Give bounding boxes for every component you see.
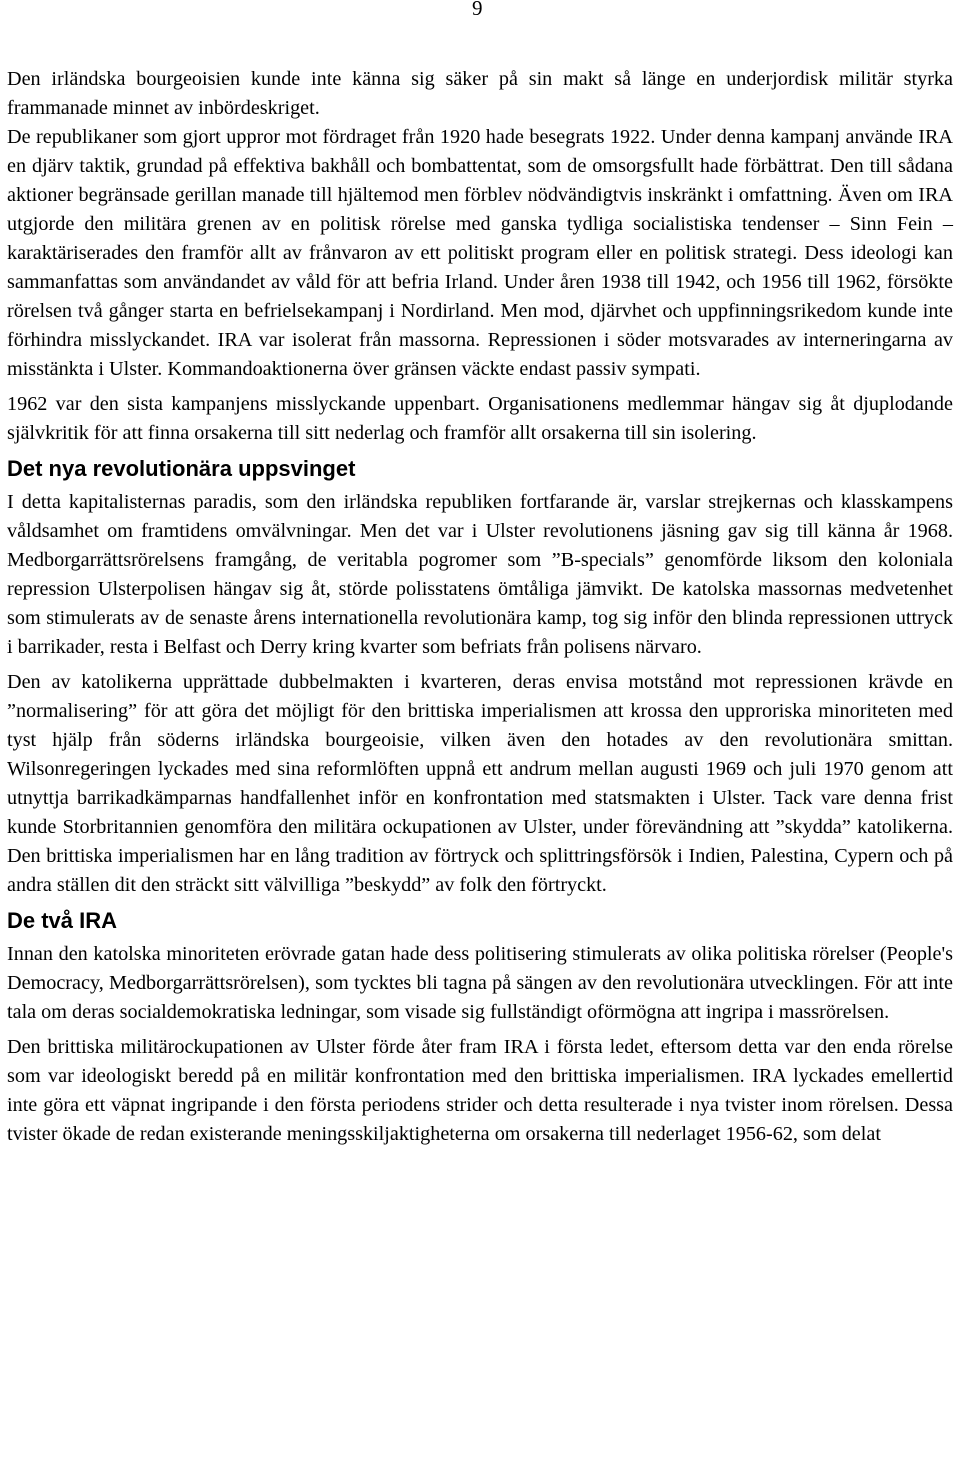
paragraph-section2-1: Innan den katolska minoriteten erövrade gatan hade dess politisering stimulerats av olika politiska rörelser (People's Democracy, Medborgarrättsrörelsen), som tycktes bli tagna på sängen av den revolutionära utvecklingen. För att inte tala om deras socialdemokratiska ledningar, som visade sig fullständigt oförmögna att ingripa i massrörelsen.: [7, 943, 953, 1023]
paragraph-intro-2: De republikaner som gjort uppror mot fördraget från 1920 hade besegrats 1922. Under denna kampanj använde IRA en djärv taktik, grundad på effektiva bakhåll och bombattentat, som de omsorgsfullt hade förbättrat. Den till sådana aktioner begränsade gerillan manade till hjältemod men förblev nödvändigtvis inskränkt i omfattning. Även om IRA utgjorde den militära grenen av en politisk rörelse med ganska tydliga socialistiska tendenser – Sinn Fein – karaktäriserades den framför allt av frånvaron av ett politiskt program eller en politisk strategi. Dess ideologi kan sammanfattas som användandet av våld för att befria Irland. Under åren 1938 till 1942, och 1956 till 1962, försökte rörelsen två gånger starta en befrielsekampanj i Nordirland. Men mod, djärvhet och uppfinningsrikedom kunde inte förhindra misslyckandet. IRA var isolerat från massorna. Repressionen i söder motsvarades av interneringarna av misstänkta i Ulster. Kommandoaktionerna över gränsen väckte endast passiv sympati.: [7, 126, 953, 380]
paragraph-section1-1: I detta kapitalisternas paradis, som den irländska republiken fortfarande är, varslar strejkernas och klasskampens våldsamhet om framtidens omvälvningar. Men det var i Ulster revolutionens jäsning gav sig till känna år 1968. Medborgarrättsrörelsens framgång, de veritabla pogromer som ”B-specials” genomförde liksom den koloniala repression Ulsterpolisen hängav sig åt, störde polisstatens ömtåliga jämvikt. De katolska massornas medvetenhet som stimulerats av de senaste årens internationella revolutionära kamp, tog sig inför den blinda repressionen uttryck i barrikader, resta i Belfast och Derry kring kvarter som befriats från polisens närvaro.: [7, 491, 953, 658]
document-body: [7, 65, 953, 1155]
page-number: 9: [472, 0, 483, 20]
section-heading-two-ira: De två IRA: [7, 908, 118, 933]
paragraph-section1-2: Den av katolikerna upprättade dubbelmakten i kvarteren, deras envisa motstånd mot repressionen krävde en ”normalisering” för att göra det möjligt för den brittiska imperialismen att krossa den upproriska minoriteten med tyst hjälp från söderns irländska bourgeoisie, vilken även den hotades av den revolutionära smittan. Wilsonregeringen lyckades med sina reformlöften uppnå ett andrum mellan augusti 1969 och juli 1970 genom att utnyttja barrikadkämparnas handfallenhet inför en konfrontation med statsmakten i Ulster. Tack vare denna frist kunde Storbritannien genomföra den militära ockupationen av Ulster, under förevändning att ”skydda” katolikerna. Den brittiska imperialismen har en lång tradition av förtryck och splittringsförsök i Indien, Palestina, Cypern och på andra ställen dit den sträckt sitt välvilliga ”beskydd” av folk den förtryckt.: [7, 671, 953, 896]
paragraph-intro-3: 1962 var den sista kampanjens misslyckande uppenbart. Organisationens medlemmar hängav sig åt djuplodande självkritik för att finna orsakerna till sitt nederlag och framför allt orsakerna till sin isolering.: [7, 393, 953, 444]
section-heading-revolutionary-upswing: Det nya revolutionära uppsvinget: [7, 456, 356, 481]
paragraph-section2-2: Den brittiska militärockupationen av Ulster förde åter fram IRA i första ledet, eftersom detta var den enda rörelse som var ideologiskt beredd på en militär konfrontation med den brittiska imperialismen. IRA lyckades emellertid inte göra ett väpnat ingripande i den första periodens strider och detta resulterade i nya tvister inom rörelsen. Dessa tvister ökade de redan existerande meningsskiljaktigheterna om orsakerna till nederlaget 1956-62, som delat: [7, 1036, 953, 1145]
paragraph-intro-1: Den irländska bourgeoisien kunde inte känna sig säker på sin makt så länge en underjordisk militär styrka frammanade minnet av inbördeskriget.: [7, 68, 953, 119]
